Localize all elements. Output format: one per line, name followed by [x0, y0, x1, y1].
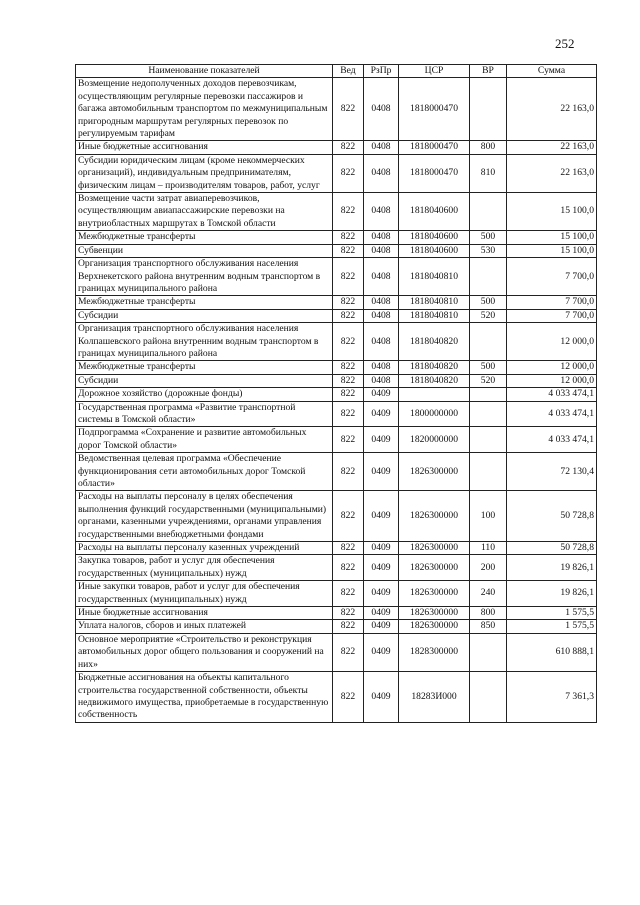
cell-rzpr: 0408	[364, 361, 399, 374]
cell-csr: 18283И000	[399, 672, 470, 723]
cell-name: Межбюджетные трансферты	[76, 296, 333, 309]
cell-ved: 822	[333, 193, 364, 231]
cell-name: Межбюджетные трансферты	[76, 231, 333, 244]
cell-name: Дорожное хозяйство (дорожные фонды)	[76, 388, 333, 401]
cell-vr	[470, 633, 507, 671]
cell-rzpr: 0408	[364, 323, 399, 361]
header-vr: ВР	[470, 65, 507, 78]
table-row	[76, 672, 597, 723]
cell-vr	[470, 672, 507, 723]
cell-ved: 822	[333, 491, 364, 542]
table-row	[76, 607, 597, 620]
cell-ved: 822	[333, 607, 364, 620]
cell-name: Возмещение части затрат авиаперевозчиков, осуществляющим авиапассажирские перевозки на внутриобластных маршрутах в Томской области	[76, 193, 333, 231]
cell-name: Иные бюджетные ассигнования	[76, 141, 333, 154]
cell-rzpr: 0408	[364, 309, 399, 322]
cell-sum: 22 163,0	[507, 78, 597, 141]
cell-sum: 15 100,0	[507, 231, 597, 244]
cell-csr: 1818000470	[399, 141, 470, 154]
cell-sum: 7 700,0	[507, 258, 597, 296]
cell-rzpr: 0408	[364, 244, 399, 257]
table-row	[76, 258, 597, 296]
cell-sum: 12 000,0	[507, 323, 597, 361]
cell-name: Уплата налогов, сборов и иных платежей	[76, 620, 333, 633]
table-row	[76, 193, 597, 231]
cell-sum: 50 728,8	[507, 491, 597, 542]
table-row	[76, 244, 597, 257]
cell-name: Расходы на выплаты персоналу в целях обеспечения выполнения функций государственными (муниципальными) органами, казенными учреждениями, органами управления государственными внебюджетными фондами	[76, 491, 333, 542]
cell-name: Иные закупки товаров, работ и услуг для обеспечения государственных (муниципальных) нужд	[76, 581, 333, 607]
cell-csr: 1826300000	[399, 607, 470, 620]
cell-name: Расходы на выплаты персоналу казенных учреждений	[76, 542, 333, 555]
cell-rzpr: 0409	[364, 427, 399, 453]
cell-rzpr: 0408	[364, 193, 399, 231]
cell-rzpr: 0409	[364, 672, 399, 723]
table-row	[76, 427, 597, 453]
table-row	[76, 154, 597, 192]
cell-sum: 1 575,5	[507, 607, 597, 620]
cell-csr: 1818040600	[399, 193, 470, 231]
cell-rzpr: 0409	[364, 607, 399, 620]
cell-vr: 810	[470, 154, 507, 192]
cell-sum: 19 826,1	[507, 555, 597, 581]
header-name: Наименование показателей	[76, 65, 333, 78]
table-row	[76, 78, 597, 141]
cell-sum: 15 100,0	[507, 244, 597, 257]
table-row	[76, 401, 597, 427]
budget-table	[75, 64, 597, 723]
cell-csr: 1818040820	[399, 323, 470, 361]
cell-ved: 822	[333, 672, 364, 723]
cell-sum: 7 361,3	[507, 672, 597, 723]
cell-csr: 1826300000	[399, 453, 470, 491]
cell-name: Иные бюджетные ассигнования	[76, 607, 333, 620]
cell-vr	[470, 427, 507, 453]
table-row	[76, 620, 597, 633]
cell-ved: 822	[333, 620, 364, 633]
cell-csr: 1826300000	[399, 555, 470, 581]
cell-sum: 7 700,0	[507, 309, 597, 322]
cell-ved: 822	[333, 633, 364, 671]
cell-csr: 1826300000	[399, 491, 470, 542]
cell-ved: 822	[333, 401, 364, 427]
header-csr: ЦСР	[399, 65, 470, 78]
cell-ved: 822	[333, 78, 364, 141]
cell-rzpr: 0408	[364, 374, 399, 387]
cell-ved: 822	[333, 388, 364, 401]
cell-rzpr: 0409	[364, 401, 399, 427]
cell-rzpr: 0408	[364, 78, 399, 141]
cell-ved: 822	[333, 555, 364, 581]
cell-ved: 822	[333, 361, 364, 374]
cell-rzpr: 0409	[364, 542, 399, 555]
cell-rzpr: 0409	[364, 581, 399, 607]
cell-rzpr: 0409	[364, 453, 399, 491]
table-row	[76, 374, 597, 387]
cell-vr: 520	[470, 374, 507, 387]
table-row	[76, 323, 597, 361]
table-row	[76, 388, 597, 401]
cell-vr: 520	[470, 309, 507, 322]
cell-rzpr: 0408	[364, 258, 399, 296]
cell-vr: 800	[470, 141, 507, 154]
cell-sum: 50 728,8	[507, 542, 597, 555]
cell-name: Субсидии	[76, 374, 333, 387]
table-row	[76, 555, 597, 581]
cell-vr	[470, 78, 507, 141]
cell-name: Возмещение недополученных доходов перевозчикам, осуществляющим регулярные перевозки пассажиров и багажа автомобильным транспортом по межмуниципальным пригородным маршрутам регулярных перевозок по регулируемым тарифам	[76, 78, 333, 141]
cell-csr: 1828300000	[399, 633, 470, 671]
cell-sum: 22 163,0	[507, 154, 597, 192]
cell-csr: 1818040820	[399, 361, 470, 374]
cell-sum: 15 100,0	[507, 193, 597, 231]
cell-name: Субвенции	[76, 244, 333, 257]
table-row	[76, 231, 597, 244]
cell-vr: 500	[470, 296, 507, 309]
cell-name: Субсидии	[76, 309, 333, 322]
cell-csr	[399, 388, 470, 401]
cell-vr	[470, 453, 507, 491]
cell-vr	[470, 388, 507, 401]
cell-vr	[470, 258, 507, 296]
cell-rzpr: 0408	[364, 154, 399, 192]
cell-vr: 800	[470, 607, 507, 620]
cell-name: Организация транспортного обслуживания населения Колпашевского района внутренним водным транспортом в границах муниципального района	[76, 323, 333, 361]
cell-ved: 822	[333, 374, 364, 387]
cell-ved: 822	[333, 231, 364, 244]
cell-ved: 822	[333, 453, 364, 491]
cell-ved: 822	[333, 244, 364, 257]
cell-csr: 1818040600	[399, 244, 470, 257]
table-header-row	[76, 65, 597, 78]
cell-name: Основное мероприятие «Строительство и реконструкция автомобильных дорог общего пользования и сооружений на них»	[76, 633, 333, 671]
cell-rzpr: 0409	[364, 620, 399, 633]
cell-vr: 850	[470, 620, 507, 633]
cell-csr: 1818040600	[399, 231, 470, 244]
cell-vr: 100	[470, 491, 507, 542]
cell-vr	[470, 323, 507, 361]
table-row	[76, 361, 597, 374]
cell-sum: 22 163,0	[507, 141, 597, 154]
cell-csr: 1826300000	[399, 581, 470, 607]
cell-sum: 72 130,4	[507, 453, 597, 491]
cell-ved: 822	[333, 258, 364, 296]
cell-rzpr: 0409	[364, 491, 399, 542]
cell-csr: 1818040810	[399, 258, 470, 296]
cell-vr: 110	[470, 542, 507, 555]
table-row	[76, 296, 597, 309]
cell-name: Межбюджетные трансферты	[76, 361, 333, 374]
cell-csr: 1826300000	[399, 542, 470, 555]
table-row	[76, 491, 597, 542]
cell-ved: 822	[333, 309, 364, 322]
cell-rzpr: 0409	[364, 633, 399, 671]
cell-name: Государственная программа «Развитие транспортной системы в Томской области»	[76, 401, 333, 427]
cell-csr: 1818040810	[399, 296, 470, 309]
cell-ved: 822	[333, 542, 364, 555]
cell-rzpr: 0408	[364, 231, 399, 244]
table-row	[76, 453, 597, 491]
cell-vr	[470, 401, 507, 427]
header-ved: Вед	[333, 65, 364, 78]
header-rzpr: РзПр	[364, 65, 399, 78]
cell-sum: 1 575,5	[507, 620, 597, 633]
cell-ved: 822	[333, 296, 364, 309]
cell-ved: 822	[333, 154, 364, 192]
cell-ved: 822	[333, 581, 364, 607]
cell-sum: 12 000,0	[507, 374, 597, 387]
cell-vr: 240	[470, 581, 507, 607]
cell-vr: 200	[470, 555, 507, 581]
cell-csr: 1820000000	[399, 427, 470, 453]
cell-csr: 1818000470	[399, 78, 470, 141]
cell-csr: 1818040820	[399, 374, 470, 387]
cell-csr: 1818000470	[399, 154, 470, 192]
cell-vr: 530	[470, 244, 507, 257]
cell-sum: 7 700,0	[507, 296, 597, 309]
cell-rzpr: 0409	[364, 388, 399, 401]
cell-rzpr: 0408	[364, 296, 399, 309]
cell-vr	[470, 193, 507, 231]
cell-vr: 500	[470, 231, 507, 244]
cell-name: Подпрограмма «Сохранение и развитие автомобильных дорог Томской области»	[76, 427, 333, 453]
cell-sum: 12 000,0	[507, 361, 597, 374]
page-number: 252	[555, 36, 575, 51]
cell-csr: 1826300000	[399, 620, 470, 633]
cell-name: Закупка товаров, работ и услуг для обеспечения государственных (муниципальных) нужд	[76, 555, 333, 581]
table-row	[76, 309, 597, 322]
table-row	[76, 633, 597, 671]
cell-rzpr: 0408	[364, 141, 399, 154]
cell-csr: 1818040810	[399, 309, 470, 322]
table-row	[76, 141, 597, 154]
cell-sum: 4 033 474,1	[507, 427, 597, 453]
cell-csr: 1800000000	[399, 401, 470, 427]
cell-vr: 500	[470, 361, 507, 374]
cell-sum: 610 888,1	[507, 633, 597, 671]
cell-name: Субсидии юридическим лицам (кроме некоммерческих организаций), индивидуальным предпринимателям, физическим лицам – производителям товаров, работ, услуг	[76, 154, 333, 192]
cell-ved: 822	[333, 323, 364, 361]
cell-sum: 4 033 474,1	[507, 401, 597, 427]
cell-sum: 19 826,1	[507, 581, 597, 607]
cell-name: Ведомственная целевая программа «Обеспечение функционирования сети автомобильных дорог Томской области»	[76, 453, 333, 491]
table-row	[76, 581, 597, 607]
cell-rzpr: 0409	[364, 555, 399, 581]
table-row	[76, 542, 597, 555]
cell-sum: 4 033 474,1	[507, 388, 597, 401]
cell-name: Организация транспортного обслуживания населения Верхнекетского района внутренним водным транспортом в границах муниципального района	[76, 258, 333, 296]
header-sum: Сумма	[507, 65, 597, 78]
cell-name: Бюджетные ассигнования на объекты капитального строительства государственной собственности, объекты недвижимого имущества, приобретаемые в государственную собственность	[76, 672, 333, 723]
cell-ved: 822	[333, 141, 364, 154]
cell-ved: 822	[333, 427, 364, 453]
